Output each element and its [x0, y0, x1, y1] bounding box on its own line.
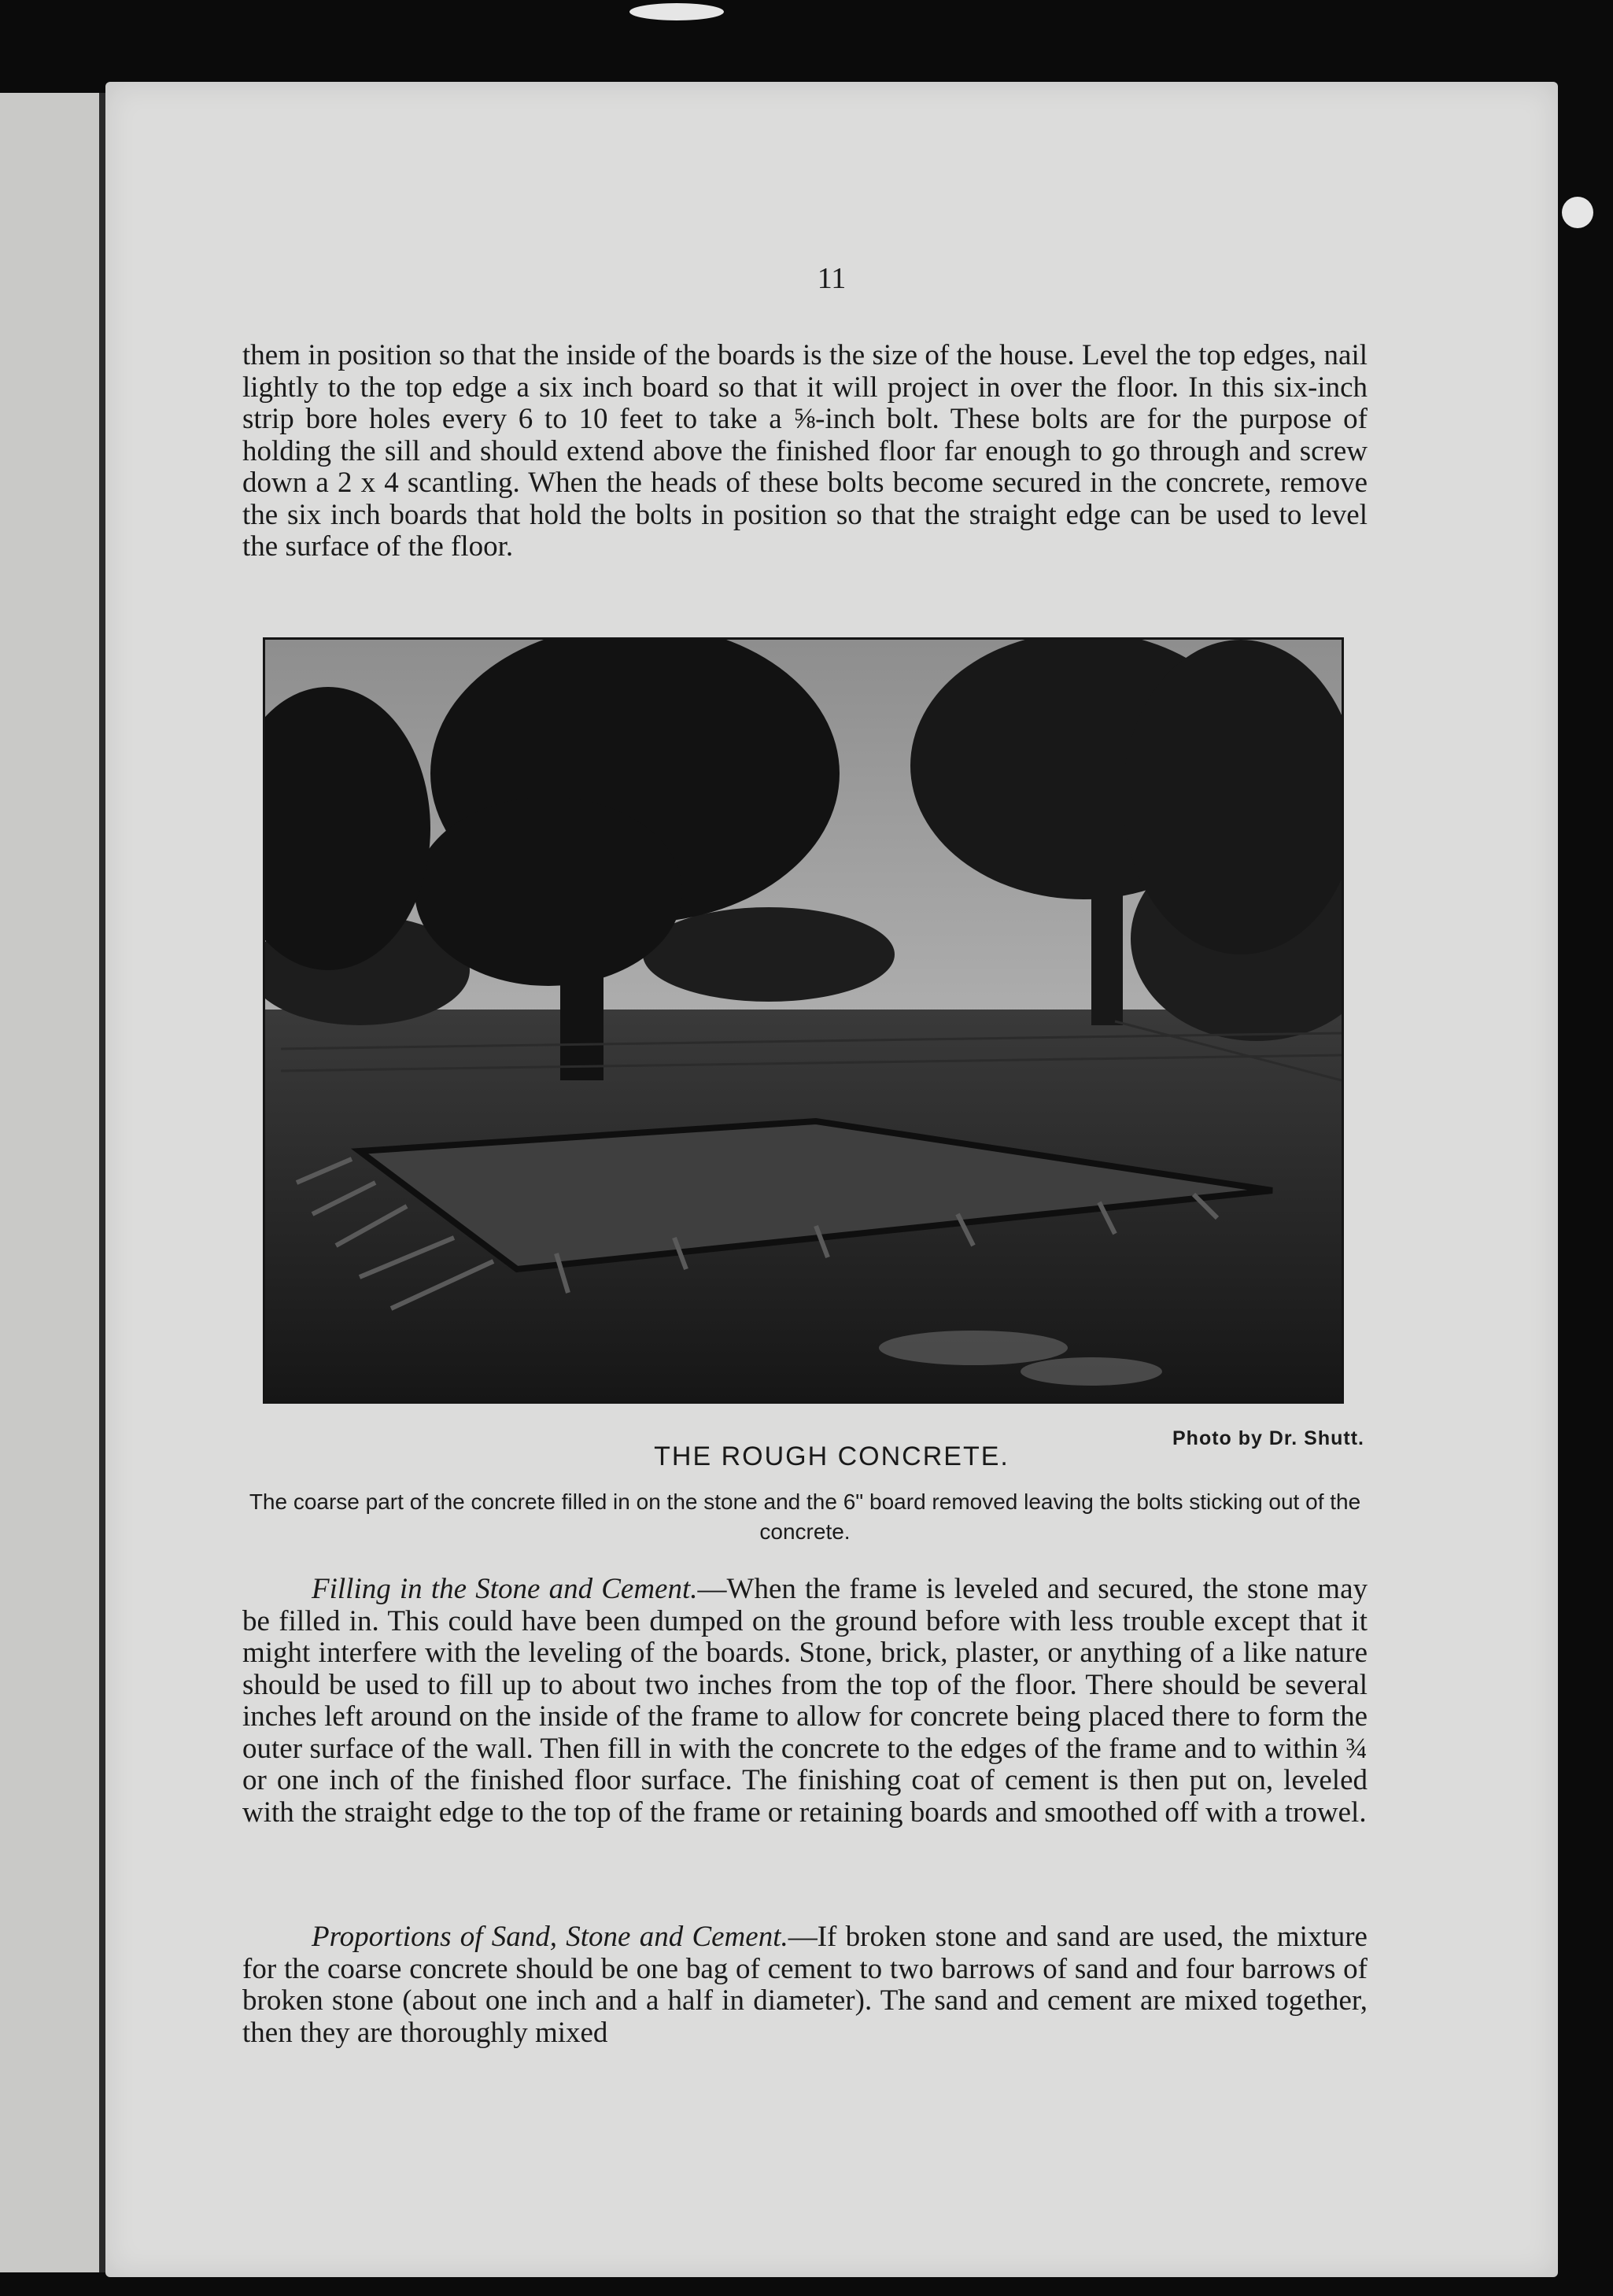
paragraph-text: —When the frame is leveled and secured, the stone may be filled in. This could have been dumped on the ground before with less trouble except that it might interfere with the leveling of the boards. Stone, brick, plaster, or anything of a like nature should be used to fill up to about two inches from the top of the floor. There should be several inches left around on the inside of the frame to allow for concrete being placed there to form the outer surface of the wall. Then fill in with the concrete to the edges of the frame and to within ¾ or one inch of the finished floor surface. The finishing coat of cement is then put on, leveled with the straight edge to the top of the frame or retaining boards and smoothed off with a trowel.: [242, 1573, 1368, 1829]
photo-rough-concrete: [263, 637, 1344, 1404]
paragraph-text: them in position so that the inside of the boards is the size of the house. Level the top edges, nail lightly to the top edge a six inch board so that it will project in over the floor. In this six-inch strip bore holes every 6 to 10 feet to take a ⅝-inch bolt. These bolts are for the purpose of holding the sill and should extend above the finished floor far enough to go through and screw down a 2 x 4 scantling. When the heads of these bolts become secured in the concrete, remove the six inch boards that hold the bolts in position so that the straight edge can be used to level the surface of the floor.: [242, 339, 1368, 563]
facing-page-edge: [0, 93, 99, 2272]
caption-text: The coarse part of the concrete filled in on the stone and the 6" board removed leaving the bolts sticking out of the concrete.: [249, 1489, 1361, 1544]
section-heading-proportions: Proportions of Sand, Stone and Cement.: [312, 1921, 788, 1953]
page-number: 11: [817, 262, 847, 295]
paragraph-text: —If broken stone and sand are used, the mixture for the coarse concrete should be one bag of cement to two barrows of sand and four barrows of broken stone (about one inch and a half in diameter). The sand and cement are mixed together, then they are thoroughly mixed: [242, 1921, 1368, 2049]
paragraph-bolts: [242, 340, 1368, 563]
book-gutter: [99, 93, 105, 2272]
section-heading-filling: Filling in the Stone and Cement.: [312, 1573, 698, 1605]
paragraph-filling: [242, 1574, 1368, 1829]
caption-title: THE ROUGH CONCRETE.: [654, 1441, 1010, 1471]
paragraph-proportions: [242, 1921, 1368, 2049]
scan-speck: [629, 3, 724, 20]
photo-image: [265, 640, 1342, 1401]
scan-speck: [1562, 197, 1593, 228]
photo-credit: Photo by Dr. Shutt.: [1172, 1427, 1364, 1449]
book-page: [105, 82, 1558, 2277]
